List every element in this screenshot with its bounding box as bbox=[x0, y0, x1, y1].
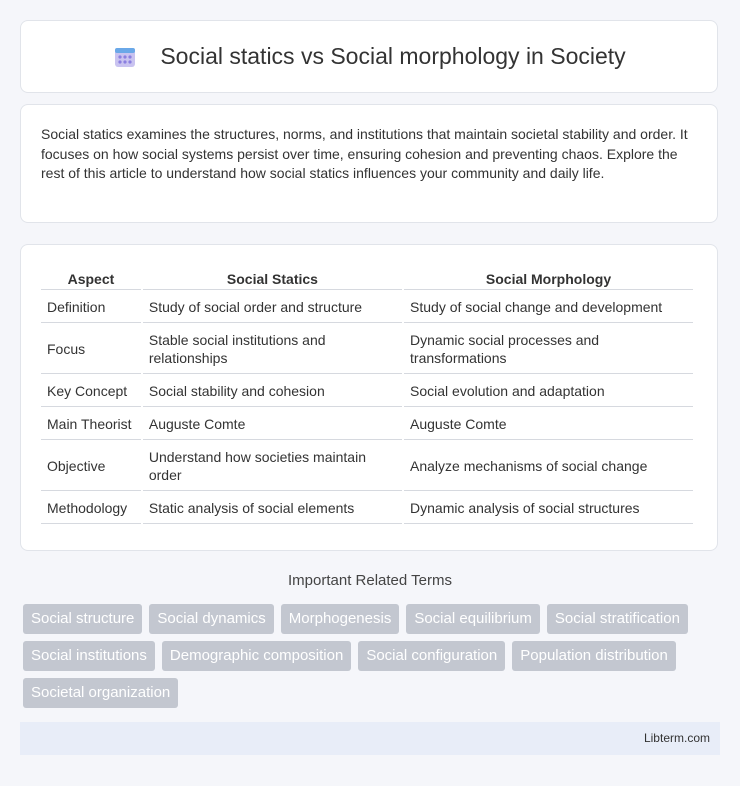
tag-social-configuration[interactable]: Social configuration bbox=[358, 641, 505, 671]
tag-population-distribution[interactable]: Population distribution bbox=[512, 641, 676, 671]
table-row bbox=[41, 409, 693, 440]
table-cell: Study of social order and structure bbox=[143, 292, 402, 323]
related-terms-title: Important Related Terms bbox=[288, 572, 452, 589]
column-header-social-statics: Social Statics bbox=[143, 267, 402, 290]
table-cell-aspect: Focus bbox=[41, 325, 141, 374]
table-cell: Social evolution and adaptation bbox=[404, 376, 693, 407]
intro-card bbox=[20, 104, 718, 223]
table-cell: Analyze mechanisms of social change bbox=[404, 442, 693, 491]
tag-social-institutions[interactable]: Social institutions bbox=[23, 641, 155, 671]
table-header-row bbox=[41, 267, 693, 290]
table-cell: Dynamic analysis of social structures bbox=[404, 493, 693, 524]
comparison-table bbox=[39, 265, 695, 526]
table-row bbox=[41, 376, 693, 407]
tag-social-structure[interactable]: Social structure bbox=[23, 604, 142, 634]
intro-text: Social statics examines the structures, norms, and institutions that maintain societal stability and order. It focuses on how social systems persist over time, ensuring cohesion and preventing chaos. Explore the rest of this article to understand how social statics influences your community and daily life. bbox=[41, 126, 688, 182]
table-cell: Dynamic social processes and transformations bbox=[404, 325, 693, 374]
footer bbox=[20, 722, 720, 755]
table-cell: Auguste Comte bbox=[404, 409, 693, 440]
table-cell: Static analysis of social elements bbox=[143, 493, 402, 524]
calendar-grid-icon bbox=[112, 44, 138, 70]
table-cell-aspect: Methodology bbox=[41, 493, 141, 524]
table-row bbox=[41, 442, 693, 491]
table-cell: Stable social institutions and relationships bbox=[143, 325, 402, 374]
column-header-aspect: Aspect bbox=[41, 267, 141, 290]
tag-social-equilibrium[interactable]: Social equilibrium bbox=[406, 604, 540, 634]
table-cell-aspect: Objective bbox=[41, 442, 141, 491]
table-row bbox=[41, 325, 693, 374]
column-header-social-morphology: Social Morphology bbox=[404, 267, 693, 290]
table-cell: Study of social change and development bbox=[404, 292, 693, 323]
table-cell-aspect: Main Theorist bbox=[41, 409, 141, 440]
footer-site-link[interactable]: Libterm.com bbox=[643, 731, 710, 745]
comparison-table-card bbox=[20, 244, 718, 551]
table-row bbox=[41, 292, 693, 323]
table-cell: Auguste Comte bbox=[143, 409, 402, 440]
table-cell-aspect: Definition bbox=[41, 292, 141, 323]
tag-demographic-composition[interactable]: Demographic composition bbox=[162, 641, 351, 671]
tag-social-dynamics[interactable]: Social dynamics bbox=[149, 604, 273, 634]
table-cell: Social stability and cohesion bbox=[143, 376, 402, 407]
table-cell-aspect: Key Concept bbox=[41, 376, 141, 407]
tag-societal-organization[interactable]: Societal organization bbox=[23, 678, 178, 708]
page-title: Social statics vs Social morphology in Society bbox=[160, 43, 626, 69]
title-card bbox=[20, 20, 718, 93]
tag-social-stratification[interactable]: Social stratification bbox=[547, 604, 688, 634]
table-cell: Understand how societies maintain order bbox=[143, 442, 402, 491]
related-terms-tags bbox=[23, 604, 723, 708]
tag-morphogenesis[interactable]: Morphogenesis bbox=[281, 604, 400, 634]
table-row bbox=[41, 493, 693, 524]
